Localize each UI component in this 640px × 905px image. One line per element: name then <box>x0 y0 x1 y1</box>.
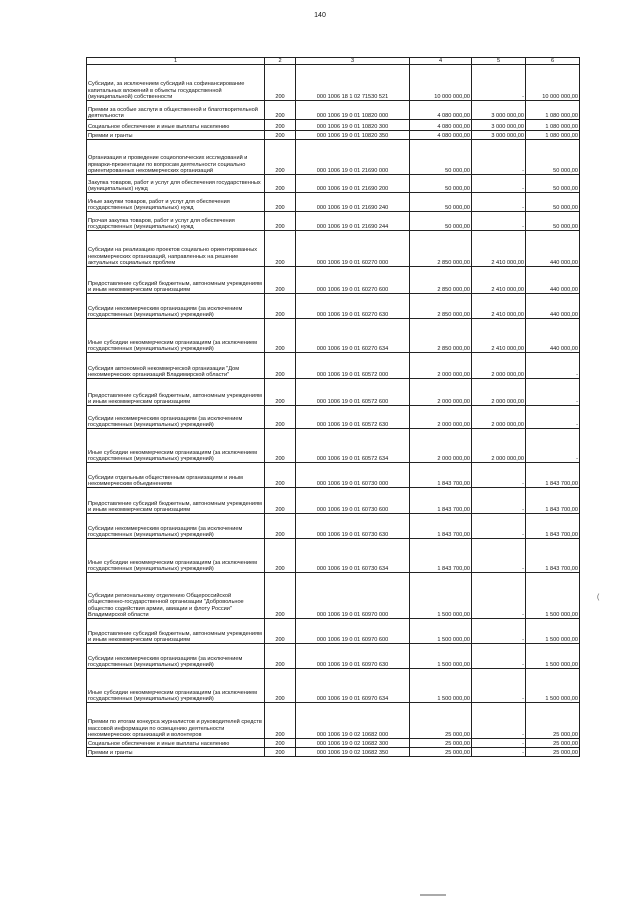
cell-amount-col5: - <box>472 748 526 757</box>
cell-code: 200 <box>265 212 296 231</box>
cell-classification: 000 1006 19 0 01 60970 600 <box>296 619 410 644</box>
cell-code: 200 <box>265 644 296 669</box>
cell-description: Предоставление субсидий бюджетным, автономным учреждениям и иным некоммерческим организациям <box>87 267 265 294</box>
cell-amount-col5: - <box>472 514 526 539</box>
cell-amount-total: 1 500 000,00 <box>410 669 472 703</box>
cell-description: Социальное обеспечение и иные выплаты населению <box>87 120 265 131</box>
cell-amount-total: 2 000 000,00 <box>410 353 472 379</box>
cell-classification: 000 1006 19 0 01 60730 634 <box>296 539 410 573</box>
cell-classification: 000 1006 19 0 01 60270 634 <box>296 319 410 353</box>
cell-amount-col6: 1 500 000,00 <box>526 573 580 619</box>
cell-amount-col6: 1 843 700,00 <box>526 514 580 539</box>
cell-code: 200 <box>265 619 296 644</box>
cell-description: Иные субсидии некоммерческим организациям (за исключением государственных (муниципальных) учреждений) <box>87 539 265 573</box>
cell-code: 200 <box>265 120 296 131</box>
cell-description: Закупка товаров, работ и услуг для обеспечения государственных (муниципальных) нужд <box>87 175 265 193</box>
cell-amount-col5: - <box>472 193 526 212</box>
cell-amount-col6: 50 000,00 <box>526 140 580 175</box>
column-header: 4 <box>410 58 472 65</box>
cell-classification: 000 1006 19 0 01 60970 634 <box>296 669 410 703</box>
cell-description: Иные субсидии некоммерческим организациям (за исключением государственных (муниципальных) учреждений) <box>87 429 265 463</box>
table-row <box>87 463 580 488</box>
cell-amount-col6: 440 000,00 <box>526 231 580 267</box>
table-row <box>87 231 580 267</box>
table-row <box>87 488 580 514</box>
table-row <box>87 193 580 212</box>
table-row <box>87 429 580 463</box>
cell-amount-col5: - <box>472 573 526 619</box>
cell-amount-total: 50 000,00 <box>410 193 472 212</box>
cell-amount-col6: 1 080 000,00 <box>526 101 580 120</box>
cell-amount-total: 2 850 000,00 <box>410 294 472 319</box>
cell-classification: 000 1006 19 0 01 60730 000 <box>296 463 410 488</box>
table-row <box>87 175 580 193</box>
cell-amount-col6: 1 500 000,00 <box>526 619 580 644</box>
cell-amount-col6: - <box>526 406 580 429</box>
cell-amount-col5: - <box>472 212 526 231</box>
cell-amount-col6: 1 500 000,00 <box>526 669 580 703</box>
table-header-row <box>87 58 580 65</box>
cell-classification: 000 1006 19 0 01 60572 000 <box>296 353 410 379</box>
cell-amount-col5: 2 000 000,00 <box>472 379 526 406</box>
cell-description: Премии по итогам конкурса журналистов и руководителей средств массовой информации по освещению деятельности некоммерческих организаций и волонтеров <box>87 703 265 739</box>
cell-amount-col5: 3 000 000,00 <box>472 101 526 120</box>
cell-amount-col6: 25 000,00 <box>526 748 580 757</box>
cell-code: 200 <box>265 193 296 212</box>
table-row <box>87 353 580 379</box>
cell-classification: 000 1006 19 0 01 10820 000 <box>296 101 410 120</box>
cell-code: 200 <box>265 140 296 175</box>
cell-amount-col5: - <box>472 669 526 703</box>
cell-amount-total: 2 000 000,00 <box>410 429 472 463</box>
cell-amount-total: 25 000,00 <box>410 748 472 757</box>
cell-description: Субсидии некоммерческим организациям (за исключением государственных (муниципальных) учреждений) <box>87 514 265 539</box>
cell-code: 200 <box>265 573 296 619</box>
cell-amount-total: 4 080 000,00 <box>410 131 472 140</box>
cell-amount-col5: 2 000 000,00 <box>472 429 526 463</box>
cell-amount-col6: 1 843 700,00 <box>526 539 580 573</box>
cell-amount-col5: - <box>472 739 526 748</box>
table-row <box>87 619 580 644</box>
cell-description: Предоставление субсидий бюджетным, автономным учреждениям и иным некоммерческим организациям <box>87 619 265 644</box>
cell-amount-col5: 2 000 000,00 <box>472 406 526 429</box>
cell-amount-total: 4 080 000,00 <box>410 101 472 120</box>
cell-classification: 000 1006 19 0 02 10682 000 <box>296 703 410 739</box>
cell-classification: 000 1006 19 0 01 21690 000 <box>296 140 410 175</box>
cell-amount-total: 1 843 700,00 <box>410 514 472 539</box>
cell-amount-total: 50 000,00 <box>410 175 472 193</box>
cell-code: 200 <box>265 319 296 353</box>
table-row <box>87 65 580 101</box>
cell-amount-total: 2 000 000,00 <box>410 379 472 406</box>
cell-classification: 000 1006 19 0 01 60270 630 <box>296 294 410 319</box>
table-row <box>87 294 580 319</box>
cell-code: 200 <box>265 294 296 319</box>
cell-amount-total: 50 000,00 <box>410 140 472 175</box>
cell-code: 200 <box>265 463 296 488</box>
cell-amount-col5: 2 000 000,00 <box>472 353 526 379</box>
cell-code: 200 <box>265 429 296 463</box>
cell-code: 200 <box>265 353 296 379</box>
cell-classification: 000 1006 19 0 02 10682 300 <box>296 739 410 748</box>
cell-code: 200 <box>265 175 296 193</box>
cell-description: Прочая закупка товаров, работ и услуг для обеспечения государственных (муниципальных) нужд <box>87 212 265 231</box>
cell-classification: 000 1006 19 0 01 60970 000 <box>296 573 410 619</box>
cell-code: 200 <box>265 231 296 267</box>
cell-amount-col6: 1 500 000,00 <box>526 644 580 669</box>
cell-description: Субсидии на реализацию проектов социально ориентированных некоммерческих организаций, направленных на решение актуальных социальных проблем <box>87 231 265 267</box>
cell-classification: 000 1006 18 1 02 71530 521 <box>296 65 410 101</box>
table-row <box>87 267 580 294</box>
cell-description: Предоставление субсидий бюджетным, автономным учреждениям и иным некоммерческим организациям <box>87 488 265 514</box>
cell-amount-col6: 25 000,00 <box>526 703 580 739</box>
table-row <box>87 514 580 539</box>
cell-description: Субсидии некоммерческим организациям (за исключением государственных (муниципальных) учреждений) <box>87 644 265 669</box>
cell-amount-col5: - <box>472 65 526 101</box>
cell-amount-total: 1 500 000,00 <box>410 573 472 619</box>
table-row <box>87 539 580 573</box>
cell-amount-col5: 2 410 000,00 <box>472 231 526 267</box>
cell-description: Субсидии региональному отделению Общероссийской общественно-государственной организации "Добровольное общество содействия армии, авиации и флоту России" Владимирской области <box>87 573 265 619</box>
cell-code: 200 <box>265 739 296 748</box>
table-row <box>87 101 580 120</box>
cell-amount-total: 1 843 700,00 <box>410 539 472 573</box>
cell-description: Премии и гранты <box>87 748 265 757</box>
cell-amount-total: 25 000,00 <box>410 703 472 739</box>
cell-code: 200 <box>265 65 296 101</box>
cell-description: Субсидии отдельным общественным организациям и иным некоммерческим объединениям <box>87 463 265 488</box>
cell-amount-total: 25 000,00 <box>410 739 472 748</box>
cell-amount-col6: 440 000,00 <box>526 319 580 353</box>
cell-amount-col6: 25 000,00 <box>526 739 580 748</box>
cell-description: Иные субсидии некоммерческим организациям (за исключением государственных (муниципальных) учреждений) <box>87 669 265 703</box>
cell-amount-col6: 50 000,00 <box>526 193 580 212</box>
cell-classification: 000 1006 19 0 01 60270 600 <box>296 267 410 294</box>
cell-description: Субсидии, за исключением субсидий на софинансирование капитальных вложений в объекты государственной (муниципальной) собственности <box>87 65 265 101</box>
cell-classification: 000 1006 19 0 01 60572 630 <box>296 406 410 429</box>
table-row <box>87 703 580 739</box>
cell-description: Организация и проведение социологических исследований и ярмарки-презентации по вопросам деятельности социально ориентированных некоммерческих организаций <box>87 140 265 175</box>
cell-classification: 000 1006 19 0 01 21690 240 <box>296 193 410 212</box>
cell-amount-col6: 50 000,00 <box>526 212 580 231</box>
cell-amount-col6: 50 000,00 <box>526 175 580 193</box>
budget-table <box>86 57 580 757</box>
table-row <box>87 739 580 748</box>
cell-description: Предоставление субсидий бюджетным, автономным учреждениям и иным некоммерческим организациям <box>87 379 265 406</box>
table-row <box>87 379 580 406</box>
cell-description: Социальное обеспечение и иные выплаты населению <box>87 739 265 748</box>
cell-code: 200 <box>265 488 296 514</box>
cell-amount-total: 2 850 000,00 <box>410 267 472 294</box>
cell-classification: 000 1006 19 0 01 60970 630 <box>296 644 410 669</box>
cell-code: 200 <box>265 539 296 573</box>
cell-amount-col5: 2 410 000,00 <box>472 267 526 294</box>
cell-code: 200 <box>265 406 296 429</box>
cell-amount-col5: - <box>472 488 526 514</box>
cell-description: Премии и гранты <box>87 131 265 140</box>
column-header: 2 <box>265 58 296 65</box>
margin-mark: ( <box>597 594 600 601</box>
table-row <box>87 748 580 757</box>
table-row <box>87 669 580 703</box>
cell-classification: 000 1006 19 0 01 21690 200 <box>296 175 410 193</box>
cell-amount-col6: 1 080 000,00 <box>526 131 580 140</box>
cell-amount-col5: 3 000 000,00 <box>472 120 526 131</box>
table-row <box>87 644 580 669</box>
cell-amount-col6: 1 080 000,00 <box>526 120 580 131</box>
cell-amount-col6: - <box>526 379 580 406</box>
column-header: 3 <box>296 58 410 65</box>
cell-amount-total: 1 500 000,00 <box>410 644 472 669</box>
cell-classification: 000 1006 19 0 01 10820 350 <box>296 131 410 140</box>
cell-description: Субсидии некоммерческим организациям (за исключением государственных (муниципальных) учреждений) <box>87 294 265 319</box>
table-row <box>87 406 580 429</box>
cell-description: Субсидии некоммерческим организациям (за исключением государственных (муниципальных) учреждений) <box>87 406 265 429</box>
cell-amount-total: 10 000 000,00 <box>410 65 472 101</box>
cell-code: 200 <box>265 703 296 739</box>
cell-amount-col5: - <box>472 703 526 739</box>
cell-amount-col6: 440 000,00 <box>526 267 580 294</box>
cell-code: 200 <box>265 514 296 539</box>
table-row <box>87 573 580 619</box>
cell-amount-col5: - <box>472 463 526 488</box>
cell-description: Иные субсидии некоммерческим организациям (за исключением государственных (муниципальных) учреждений) <box>87 319 265 353</box>
cell-code: 200 <box>265 101 296 120</box>
cell-classification: 000 1006 19 0 02 10682 350 <box>296 748 410 757</box>
page-number: 140 <box>314 12 326 19</box>
cell-amount-col6: 1 843 700,00 <box>526 488 580 514</box>
cell-amount-col5: 3 000 000,00 <box>472 131 526 140</box>
cell-amount-total: 1 843 700,00 <box>410 488 472 514</box>
cell-description: Субсидия автономной некоммерческой организации "Дом некоммерческих организаций Владимирской области" <box>87 353 265 379</box>
table-row <box>87 140 580 175</box>
cell-amount-total: 50 000,00 <box>410 212 472 231</box>
cell-amount-col5: 2 410 000,00 <box>472 294 526 319</box>
column-header: 1 <box>87 58 265 65</box>
cell-amount-total: 2 850 000,00 <box>410 231 472 267</box>
cell-amount-col5: - <box>472 644 526 669</box>
cell-amount-col5: 2 410 000,00 <box>472 319 526 353</box>
cell-code: 200 <box>265 379 296 406</box>
cell-amount-col5: - <box>472 619 526 644</box>
cell-classification: 000 1006 19 0 01 21690 244 <box>296 212 410 231</box>
cell-amount-col6: - <box>526 353 580 379</box>
cell-amount-col6: 10 000 000,00 <box>526 65 580 101</box>
cell-amount-col6: - <box>526 429 580 463</box>
cell-classification: 000 1006 19 0 01 60572 634 <box>296 429 410 463</box>
cell-code: 200 <box>265 748 296 757</box>
cell-amount-col5: - <box>472 140 526 175</box>
cell-code: 200 <box>265 669 296 703</box>
cell-description: Премии за особые заслуги в общественной и благотворительной деятельности <box>87 101 265 120</box>
column-header: 5 <box>472 58 526 65</box>
cell-amount-total: 4 080 000,00 <box>410 120 472 131</box>
column-header: 6 <box>526 58 580 65</box>
cell-classification: 000 1006 19 0 01 10820 300 <box>296 120 410 131</box>
cell-code: 200 <box>265 131 296 140</box>
cell-amount-total: 1 843 700,00 <box>410 463 472 488</box>
cell-amount-col5: - <box>472 539 526 573</box>
table-row <box>87 131 580 140</box>
cell-classification: 000 1006 19 0 01 60270 000 <box>296 231 410 267</box>
cell-amount-col6: 1 843 700,00 <box>526 463 580 488</box>
table-row <box>87 212 580 231</box>
table-row <box>87 120 580 131</box>
cell-classification: 000 1006 19 0 01 60730 630 <box>296 514 410 539</box>
scan-artifact <box>420 894 446 896</box>
cell-amount-col5: - <box>472 175 526 193</box>
cell-amount-col6: 440 000,00 <box>526 294 580 319</box>
cell-amount-total: 2 000 000,00 <box>410 406 472 429</box>
cell-amount-total: 2 850 000,00 <box>410 319 472 353</box>
table-row <box>87 319 580 353</box>
cell-classification: 000 1006 19 0 01 60572 600 <box>296 379 410 406</box>
cell-description: Иные закупки товаров, работ и услуг для обеспечения государственных (муниципальных) нужд <box>87 193 265 212</box>
cell-classification: 000 1006 19 0 01 60730 600 <box>296 488 410 514</box>
cell-amount-total: 1 500 000,00 <box>410 619 472 644</box>
cell-code: 200 <box>265 267 296 294</box>
